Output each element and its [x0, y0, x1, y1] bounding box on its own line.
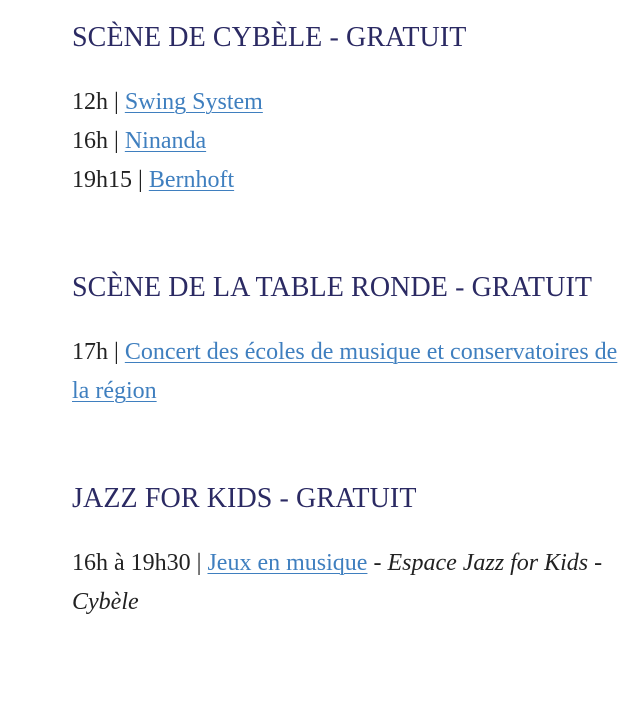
program-content	[72, 0, 628, 622]
artist-link-ninanda[interactable]: Ninanda	[124, 128, 207, 154]
entry-list	[72, 333, 628, 411]
entry-time: 17h	[72, 339, 108, 365]
entry-time: 12h	[72, 89, 108, 115]
list-item	[72, 333, 628, 411]
entry-separator: |	[196, 550, 202, 576]
entry-separator: |	[114, 89, 119, 115]
entry-separator: |	[138, 167, 143, 193]
artist-link-concert-ecoles[interactable]: Concert des écoles de musique et conservatoires de la région	[72, 339, 618, 404]
entry-list	[72, 544, 628, 622]
entry-separator: |	[114, 339, 119, 365]
activity-link-jeux-en-musique[interactable]: Jeux en musique	[207, 550, 368, 576]
entry-dash: -	[373, 550, 382, 576]
list-item	[72, 122, 628, 161]
section-scene-de-la-table-ronde	[72, 263, 628, 411]
section-title: JAZZ FOR KIDS - GRATUIT	[72, 483, 417, 514]
entry-time: 16h	[72, 128, 108, 154]
section-jazz-for-kids	[72, 474, 628, 622]
artist-link-bernhoft[interactable]: Bernhoft	[148, 167, 235, 193]
entry-list	[72, 83, 628, 200]
list-item	[72, 161, 628, 200]
entry-separator: |	[114, 128, 119, 154]
section-scene-de-cybele	[72, 13, 628, 200]
artist-link-swing-system[interactable]: Swing System	[124, 89, 263, 115]
entry-time: 19h15	[72, 167, 132, 193]
section-title: SCÈNE DE CYBÈLE - GRATUIT	[72, 22, 467, 53]
section-title: SCÈNE DE LA TABLE RONDE - GRATUIT	[72, 272, 593, 303]
list-item	[72, 544, 628, 622]
entry-location: Espace Jazz for Kids - Cybèle	[72, 550, 603, 615]
entry-time: 16h à 19h30	[72, 550, 191, 576]
list-item	[72, 83, 628, 122]
